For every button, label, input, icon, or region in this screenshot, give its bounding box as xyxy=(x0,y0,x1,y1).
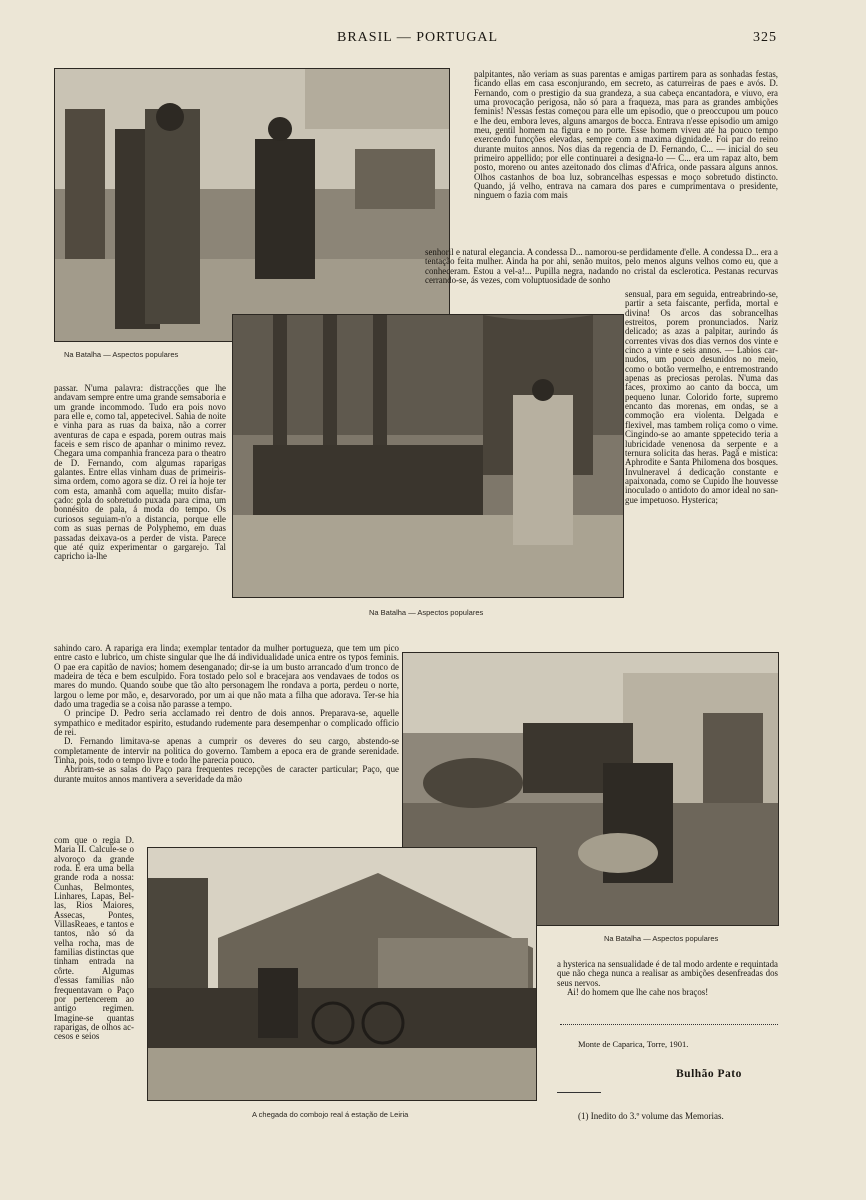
photo-3-caption: Na Batalha — Aspectos populares xyxy=(604,934,719,943)
author-signature: Bulhão Pato xyxy=(676,1068,742,1080)
text-column-right-narrow: sensual, para em seguida, entreabrindo-se, partir a seta faiscante, perfida, mortal e divina! Os arcos das sobrancelhas estreitos, porem pronunciados. Nariz delicado; as azas a palpitar, aurindo ás correntes vivas dos dias vernos dos vinte e cinco a vinte e seis annos. — Labios carnudos, um pouco desunidos no meio, como o botão vermelho, e entremostrando apenas as preciosas perolas. N'uma das faces, proximo ao canto da bocca, um pequeno lunar. Colorido forte, supremo encanto das morenas, em ondas, se a commoção era violenta. Delgada e flexivel, mas tambem roliça como o vime. Cingindo-se ao amante sppetecido teria a lubricidade venenosa da serpente e a ternura solicita das heras. Pagã e mistica: Aphrodite e Santa Philomena dos bosques. Invulneravel á dedicação constante e apaixonada, como se Cupido lhe houvesse inoculado o antidoto do amor ideal no sangue impetuoso. Hysterica; xyxy=(625,289,778,505)
paragraph: a hysterica na sensualidade é de tal modo ardente e requintada que não chega nunca a realisar as ambições desenfreadas dos seus nervos. xyxy=(557,959,778,988)
paragraph: D. Fernando limitava-se apenas a cumprir os deveres do seu cargo, abstendo-se completamente de intervir na politica do governo. Tambem a epoca era de grande serenidade. Tinha, pois, todo o tempo livre e todo lhe parecia pouco. xyxy=(54,736,399,766)
text-column-middle-wide: senhoril e natural elegancia. A condessa D... namorou-se perdidamente d'elle. A condessa D... era a tentação feita mulher. Ainda ha por ahi, senão muitos, pelo menos alguns velhos como eu, que a conheceram. Estou a vel-a!... Pupilla negra, nadando no cristal da esclerotica. Pestanas recurvas cerrando-se, ás vezes, com voluptuosidade de sonho xyxy=(425,247,778,286)
text-column-top-right: palpitantes, não veriam as suas parentas e amigas partirem para as sonhadas festas, ficando ellas em casa esconjurando, em secreto, as caturreiras de paes e avós. D. Fernando, com o prestigio da sua grandeza, a sua cabeça encantadora, e viuvo, era uma provocação perigosa, não só para a fraqueza, mas para as grandes ambições feminis! N'essas festas começou para elle um episodio, que o preoccupou um pouco e lhe deu, embora leves, alguns amargos de bocca. Entrava n'esse episodio um amigo meu, gentil homem na figura e no porte. Esse homem viveu até ha pouco tempo exercendo funcções elevadas, sempre com a maxima dignidade. Foi par do reino durante muitos annos. Nos dias da regencia de D. Fernando, C... — inicial do seu primeiro appellido; por elle continuarei a designa-lo — C... era um rapaz alto, bem posto, moreno ou antes azeitonado dos climas d'Africa, onde passara alguns annos. Olhos castanhos de boa luz, sobrancelhas espessas e moço sobretudo distincto. Quando, já velho, entrava na camara dos pares e cumprimentava o presidente, ninguem o fazia com mais xyxy=(474,69,778,201)
text-column-bottom-left: com que o regia D. Maria II. Calcule-se o alvoroço da grande roda. E era uma bella grande roda a nossa: Cunhas, Belmontes, Linhares, Lapas, Bellas, Rios Maiores, Assecas, Pontes, VillasReaes, e tantos e tantos, não só da velha rocha, mas de familias distinctas que tinham entrada na côrte. Algumas d'essas familias não frequentavam o Paço por pertencerem ao antigo regimen. Imagine-se quantas raparigas, de olhos accesos e seios xyxy=(54,835,134,1042)
photo-train-arrival-leiria xyxy=(147,847,537,1101)
dateline: Monte de Caparica, Torre, 1901. xyxy=(578,1039,689,1049)
paragraph: sahindo caro. A rapariga era linda; exemplar tentador da mulher portugueza, que tem um pico entre casto e lubrico, um chiste singular que lhe dá individualidade unica entre os typos feminis. O pae era capitão de navios; homem desenganado; dir-se ia um busto arrancado d'um tronco de madeira de téca e bem esculpido. Fora tostado pelo sol e bracejara aos vendavaes de todos os mares do mundo. Quando soube que tão alto personagem lhe rondava a porta, perdeu o norte, largou o leme por mão, e, desarvorado, por um ai que não mata a filha que adorava. Ter-se hia dado uma tragedia se a coisa não parasse a tempo. xyxy=(54,643,399,710)
photo-batalha-market-1 xyxy=(54,68,450,342)
photo-4-caption: A chegada do combojo real á estação de Leiria xyxy=(252,1110,409,1119)
paragraph: Ai! do homem que lhe cahe nos braços! xyxy=(567,987,709,998)
text-column-left-narrow: passar. N'uma palavra: distracções que lhe andavam sempre entre uma grande semsaboria e um grande incommodo. Tudo era pois novo para elle e, como tal, appetecivel. Sahia de noite e vinha para as ruas da baixa, não a correr aventuras de capa e espada, porem outras mais faceis e sem risco de apanhar o minimo revez. Chegara uma companhia franceza para o theatro de D. Fernando, com algumas raparigas galantes. Entre ellas vinham duas de primeirissima ordem, como agora se diz. O rei ia hoje ter com esta, amanhã com aquella; muito disfarçado: gola do sobretudo puxada para cima, um bonnésito de pala, á moda do tempo. Os curiosos seguiam-n'o a distancia, porque elle com as suas pernas de Polyphemo, em duas passadas deixava-os a perder de vista. Parece que até quiz experimentar o gargarejo. Tal capricho ia-lhe xyxy=(54,383,227,562)
page-number: 325 xyxy=(753,30,777,45)
text-column-middle-left xyxy=(54,644,399,784)
photo-batalha-market-2 xyxy=(232,314,624,598)
text-column-bottom-right xyxy=(557,960,778,997)
footnote-rule xyxy=(557,1092,601,1093)
photo-1-caption: Na Batalha — Aspectos populares xyxy=(64,350,179,359)
running-header: BRASIL — PORTUGAL xyxy=(337,30,499,45)
footnote: (1) Inedito do 3.º volume das Memorias. xyxy=(578,1111,724,1121)
photo-2-caption: Na Batalha — Aspectos populares xyxy=(369,608,484,617)
paragraph: Abriram-se as salas do Paço para frequentes recepções de caracter particular; Paço, que durante muitos annos mantivera a severidade da mão xyxy=(54,764,399,784)
separator-rule xyxy=(560,1024,778,1025)
paragraph: O principe D. Pedro seria acclamado rei dentro de dois annos. Preparava-se, aquelle sympathico e meditador espirito, estudando rudemente para desempenhar o complicado officio de rei. xyxy=(54,708,399,738)
